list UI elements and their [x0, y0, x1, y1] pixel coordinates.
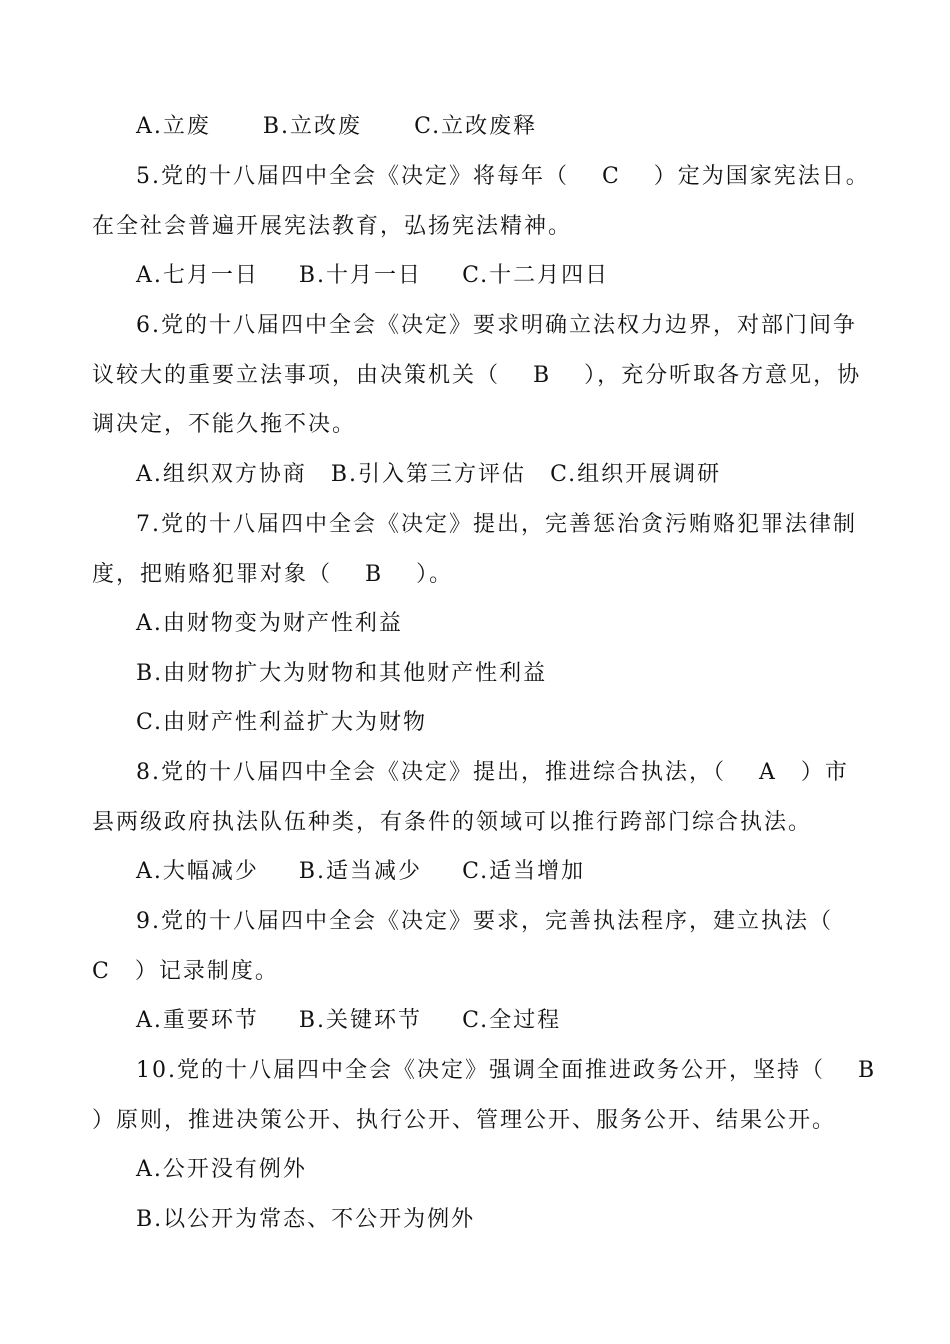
q8-option-b: B.适当减少	[298, 859, 423, 884]
q10-option-a: A.公开没有例外	[136, 1157, 307, 1182]
q6-option-c: C.组织开展调研	[550, 462, 722, 487]
q8-options	[136, 857, 585, 887]
q8-line-2: 县两级政府执法队伍种类，有条件的领域可以推行跨部门综合执法。	[92, 810, 813, 835]
q10-line-1: 10.党的十八届四中全会《决定》强调全面推进政务公开，坚持（ B	[136, 1058, 877, 1083]
q9-options	[136, 1006, 561, 1036]
q5-option-c: C.十二月四日	[462, 263, 610, 288]
q6-line-3: 调决定，不能久拖不决。	[92, 412, 357, 437]
q4-options	[136, 112, 537, 142]
q7-option-a: A.由财物变为财产性利益	[136, 611, 403, 636]
q6-line-2: 议较大的重要立法事项，由决策机关（ B ），充分听取各方意见，协	[92, 363, 862, 388]
q5-option-a: A.七月一日	[136, 263, 259, 288]
q5-option-b: B.十月一日	[298, 263, 423, 288]
q8-line-1: 8.党的十八届四中全会《决定》提出，推进综合执法，（ A ）市	[136, 760, 849, 785]
q9-option-b: B.关键环节	[298, 1008, 423, 1033]
q8-option-c: C.适当增加	[462, 859, 586, 884]
q9-line-1: 9.党的十八届四中全会《决定》要求，完善执法程序，建立执法（	[136, 909, 833, 934]
q6-line-1: 6.党的十八届四中全会《决定》要求明确立法权力边界，对部门间争	[136, 313, 857, 338]
q4-option-a: A.立废	[136, 114, 211, 139]
q5-line-1: 5.党的十八届四中全会《决定》将每年（ C ）定为国家宪法日。	[136, 164, 870, 189]
q4-option-b: B.立改废	[262, 114, 363, 139]
q7-line-2: 度，把贿赂犯罪对象（ B ）。	[92, 562, 454, 587]
q9-line-2: C ）记录制度。	[92, 959, 279, 984]
q8-option-a: A.大幅减少	[136, 859, 259, 884]
q10-line-2: ）原则，推进决策公开、执行公开、管理公开、服务公开、结果公开。	[92, 1108, 837, 1133]
q6-options	[136, 460, 721, 490]
q4-option-c: C.立改废释	[414, 114, 538, 139]
q9-option-c: C.全过程	[462, 1008, 562, 1033]
q5-line-2: 在全社会普遍开展宪法教育，弘扬宪法精神。	[92, 214, 573, 239]
q10-option-b: B.以公开为常态、不公开为例外	[136, 1207, 476, 1232]
q6-option-a: A.组织双方协商	[136, 462, 307, 487]
q9-option-a: A.重要环节	[136, 1008, 259, 1033]
q6-option-b: B.引入第三方评估	[330, 462, 527, 487]
q7-option-b: B.由财物扩大为财物和其他财产性利益	[136, 661, 548, 686]
q5-options	[136, 261, 609, 291]
q7-line-1: 7.党的十八届四中全会《决定》提出，完善惩治贪污贿赂犯罪法律制	[136, 512, 857, 537]
q7-option-c: C.由财产性利益扩大为财物	[136, 710, 428, 735]
